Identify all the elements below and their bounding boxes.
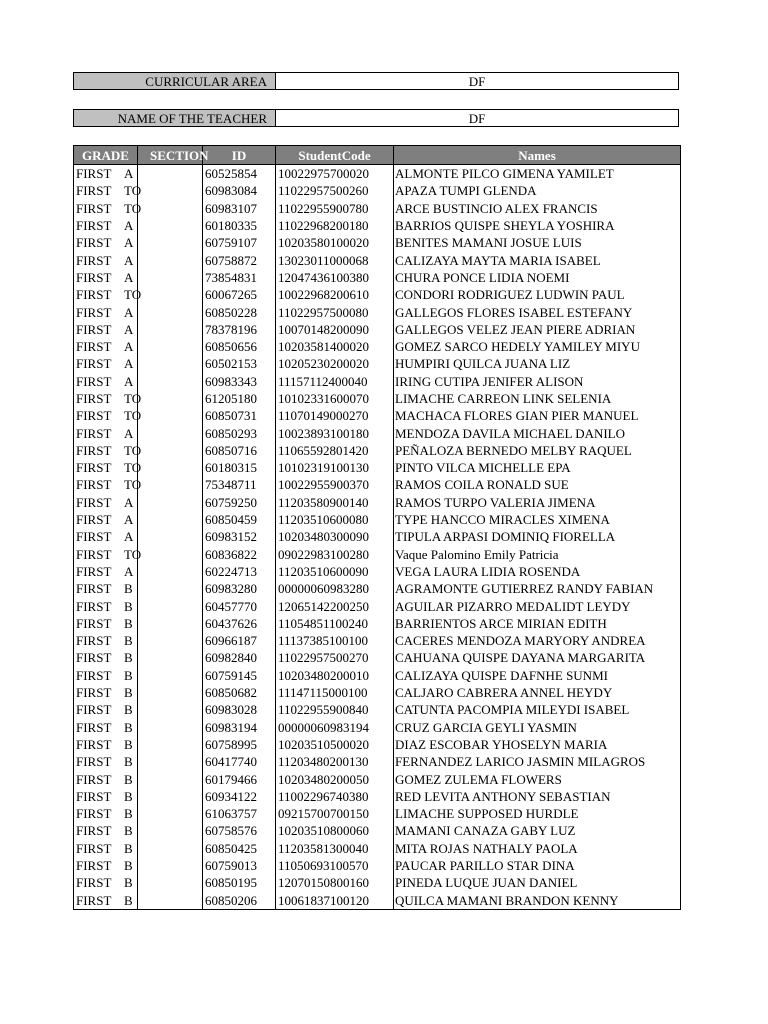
table-header-row xyxy=(74,146,681,165)
cell-section: TO xyxy=(138,459,203,476)
cell-student-code: 11054851100240 xyxy=(276,615,394,632)
cell-student-code: 11002296740380 xyxy=(276,788,394,805)
table-row xyxy=(74,355,681,372)
cell-section: B xyxy=(138,632,203,649)
cell-grade: FIRST xyxy=(74,286,138,303)
cell-grade: FIRST xyxy=(74,528,138,545)
table-row xyxy=(74,407,681,424)
cell-id: 60179466 xyxy=(203,770,276,787)
table-row xyxy=(74,874,681,891)
cell-id: 60934122 xyxy=(203,788,276,805)
cell-student-code: 10203480200010 xyxy=(276,667,394,684)
cell-name: MAMANI CANAZA GABY LUZ xyxy=(394,822,681,839)
cell-grade: FIRST xyxy=(74,182,138,199)
cell-grade: FIRST xyxy=(74,251,138,268)
cell-grade: FIRST xyxy=(74,494,138,511)
cell-section: A xyxy=(138,355,203,372)
table-row xyxy=(74,597,681,614)
cell-id: 60850293 xyxy=(203,424,276,441)
cell-student-code: 11203480200130 xyxy=(276,753,394,770)
curricular-area-value: DF xyxy=(468,74,486,89)
cell-student-code: 11022955900840 xyxy=(276,701,394,718)
cell-student-code: 11065592801420 xyxy=(276,442,394,459)
cell-id: 60759013 xyxy=(203,857,276,874)
cell-name: FERNANDEZ LARICO JASMIN MILAGROS xyxy=(394,753,681,770)
cell-grade: FIRST xyxy=(74,632,138,649)
cell-student-code: 10203480300090 xyxy=(276,528,394,545)
cell-section: B xyxy=(138,891,203,909)
cell-student-code: 10205230200020 xyxy=(276,355,394,372)
cell-name: CRUZ GARCIA GEYLI YASMIN xyxy=(394,719,681,736)
column-header-studentcode: StudentCode xyxy=(276,146,394,165)
cell-id: 60850206 xyxy=(203,891,276,909)
cell-section: B xyxy=(138,701,203,718)
cell-student-code: 10203510800060 xyxy=(276,822,394,839)
cell-student-code: 10102319100130 xyxy=(276,459,394,476)
cell-name: PEÑALOZA BERNEDO MELBY RAQUEL xyxy=(394,442,681,459)
cell-student-code: 11203510600090 xyxy=(276,563,394,580)
table-row xyxy=(74,165,681,183)
cell-section: B xyxy=(138,874,203,891)
cell-id: 60850716 xyxy=(203,442,276,459)
table-row xyxy=(74,528,681,545)
cell-student-code: 11070149000270 xyxy=(276,407,394,424)
cell-section: TO xyxy=(138,442,203,459)
cell-name: DIAZ ESCOBAR YHOSELYN MARIA xyxy=(394,736,681,753)
cell-grade: FIRST xyxy=(74,269,138,286)
cell-name: VEGA LAURA LIDIA ROSENDA xyxy=(394,563,681,580)
cell-student-code: 11022957500270 xyxy=(276,649,394,666)
cell-student-code: 12047436100380 xyxy=(276,269,394,286)
cell-name: CHURA PONCE LIDIA NOEMI xyxy=(394,269,681,286)
table-row xyxy=(74,822,681,839)
cell-grade: FIRST xyxy=(74,407,138,424)
table-row xyxy=(74,580,681,597)
cell-name: BARRIENTOS ARCE MIRIAN EDITH xyxy=(394,615,681,632)
cell-student-code: 00000060983194 xyxy=(276,719,394,736)
cell-grade: FIRST xyxy=(74,390,138,407)
table-row xyxy=(74,667,681,684)
cell-name: BARRIOS QUISPE SHEYLA YOSHIRA xyxy=(394,217,681,234)
cell-student-code: 00000060983280 xyxy=(276,580,394,597)
table-row xyxy=(74,338,681,355)
cell-student-code: 10102331600070 xyxy=(276,390,394,407)
cell-name: HUMPIRI QUILCA JUANA LIZ xyxy=(394,355,681,372)
cell-grade: FIRST xyxy=(74,770,138,787)
cell-student-code: 09022983100280 xyxy=(276,546,394,563)
cell-id: 60457770 xyxy=(203,597,276,614)
table-body xyxy=(74,165,681,910)
cell-name: QUILCA MAMANI BRANDON KENNY xyxy=(394,891,681,909)
cell-grade: FIRST xyxy=(74,857,138,874)
cell-section: A xyxy=(138,528,203,545)
cell-name: AGUILAR PIZARRO MEDALIDT LEYDY xyxy=(394,597,681,614)
cell-id: 60758995 xyxy=(203,736,276,753)
cell-grade: FIRST xyxy=(74,200,138,217)
cell-section: B xyxy=(138,753,203,770)
cell-grade: FIRST xyxy=(74,753,138,770)
cell-section: A xyxy=(138,234,203,251)
column-header-section: SECTION xyxy=(138,146,203,165)
cell-section: A xyxy=(138,251,203,268)
cell-id: 60759145 xyxy=(203,667,276,684)
cell-section: B xyxy=(138,805,203,822)
cell-section: B xyxy=(138,580,203,597)
cell-id: 60850682 xyxy=(203,684,276,701)
cell-student-code: 10023893100180 xyxy=(276,424,394,441)
cell-student-code: 11022955900780 xyxy=(276,200,394,217)
cell-name: GALLEGOS FLORES ISABEL ESTEFANY xyxy=(394,303,681,320)
table-row xyxy=(74,719,681,736)
table-row xyxy=(74,200,681,217)
cell-id: 60966187 xyxy=(203,632,276,649)
cell-section: TO xyxy=(138,390,203,407)
cell-id: 60437626 xyxy=(203,615,276,632)
table-row xyxy=(74,390,681,407)
cell-name: CALIZAYA QUISPE DAFNHE SUNMI xyxy=(394,667,681,684)
table-row xyxy=(74,736,681,753)
cell-id: 60983343 xyxy=(203,373,276,390)
table-row xyxy=(74,286,681,303)
table-row xyxy=(74,511,681,528)
cell-section: TO xyxy=(138,182,203,199)
cell-name: PINTO VILCA MICHELLE EPA xyxy=(394,459,681,476)
cell-section: B xyxy=(138,667,203,684)
cell-section: TO xyxy=(138,286,203,303)
cell-id: 61205180 xyxy=(203,390,276,407)
cell-student-code: 11022957500080 xyxy=(276,303,394,320)
cell-grade: FIRST xyxy=(74,321,138,338)
table-row xyxy=(74,805,681,822)
cell-name: TYPE HANCCO MIRACLES XIMENA xyxy=(394,511,681,528)
cell-grade: FIRST xyxy=(74,736,138,753)
cell-section: B xyxy=(138,597,203,614)
column-header-grade: GRADE xyxy=(74,146,138,165)
cell-grade: FIRST xyxy=(74,597,138,614)
cell-id: 60983028 xyxy=(203,701,276,718)
cell-student-code: 10203510500020 xyxy=(276,736,394,753)
table-row xyxy=(74,459,681,476)
cell-id: 60850228 xyxy=(203,303,276,320)
cell-student-code: 11157112400040 xyxy=(276,373,394,390)
column-header-id: ID xyxy=(203,146,276,165)
cell-grade: FIRST xyxy=(74,615,138,632)
cell-student-code: 10022975700020 xyxy=(276,165,394,183)
cell-student-code: 10203480200050 xyxy=(276,770,394,787)
teacher-row xyxy=(73,109,679,127)
cell-grade: FIRST xyxy=(74,788,138,805)
table-row xyxy=(74,217,681,234)
cell-section: A xyxy=(138,494,203,511)
cell-name: BENITES MAMANI JOSUE LUIS xyxy=(394,234,681,251)
cell-id: 60982840 xyxy=(203,649,276,666)
cell-grade: FIRST xyxy=(74,165,138,183)
cell-name: CAHUANA QUISPE DAYANA MARGARITA xyxy=(394,649,681,666)
teacher-label: NAME OF THE TEACHER xyxy=(74,110,276,126)
cell-id: 60759107 xyxy=(203,234,276,251)
table-row xyxy=(74,684,681,701)
cell-grade: FIRST xyxy=(74,373,138,390)
cell-section: B xyxy=(138,736,203,753)
cell-section: B xyxy=(138,684,203,701)
table-row xyxy=(74,424,681,441)
table-row xyxy=(74,857,681,874)
cell-id: 60850459 xyxy=(203,511,276,528)
cell-id: 60502153 xyxy=(203,355,276,372)
cell-grade: FIRST xyxy=(74,649,138,666)
table-row xyxy=(74,303,681,320)
cell-student-code: 11022957500260 xyxy=(276,182,394,199)
cell-section: B xyxy=(138,840,203,857)
cell-name: TIPULA ARPASI DOMINIQ FIORELLA xyxy=(394,528,681,545)
table-row xyxy=(74,615,681,632)
cell-id: 75348711 xyxy=(203,476,276,493)
cell-grade: FIRST xyxy=(74,667,138,684)
cell-name: MITA ROJAS NATHALY PAOLA xyxy=(394,840,681,857)
cell-id: 60983280 xyxy=(203,580,276,597)
curricular-area-label: CURRICULAR AREA xyxy=(74,73,276,89)
cell-id: 60983194 xyxy=(203,719,276,736)
cell-student-code: 10022955900370 xyxy=(276,476,394,493)
cell-name: IRING CUTIPA JENIFER ALISON xyxy=(394,373,681,390)
cell-student-code: 11147115000100 xyxy=(276,684,394,701)
curricular-area-row xyxy=(73,72,679,90)
cell-grade: FIRST xyxy=(74,719,138,736)
cell-section: B xyxy=(138,857,203,874)
cell-section: A xyxy=(138,511,203,528)
cell-section: TO xyxy=(138,546,203,563)
cell-id: 60224713 xyxy=(203,563,276,580)
cell-student-code: 11203581300040 xyxy=(276,840,394,857)
cell-grade: FIRST xyxy=(74,805,138,822)
cell-id: 60983152 xyxy=(203,528,276,545)
cell-id: 60758872 xyxy=(203,251,276,268)
table-row xyxy=(74,701,681,718)
cell-grade: FIRST xyxy=(74,546,138,563)
cell-section: A xyxy=(138,338,203,355)
cell-section: B xyxy=(138,615,203,632)
cell-name: RAMOS TURPO VALERIA JIMENA xyxy=(394,494,681,511)
table-row xyxy=(74,494,681,511)
cell-id: 61063757 xyxy=(203,805,276,822)
cell-section: B xyxy=(138,649,203,666)
cell-name: ALMONTE PILCO GIMENA YAMILET xyxy=(394,165,681,183)
cell-id: 60836822 xyxy=(203,546,276,563)
cell-grade: FIRST xyxy=(74,234,138,251)
table-row xyxy=(74,373,681,390)
cell-name: Vaque Palomino Emily Patricia xyxy=(394,546,681,563)
cell-name: RED LEVITA ANTHONY SEBASTIAN xyxy=(394,788,681,805)
cell-student-code: 10070148200090 xyxy=(276,321,394,338)
table-row xyxy=(74,632,681,649)
cell-student-code: 11137385100100 xyxy=(276,632,394,649)
cell-section: A xyxy=(138,563,203,580)
cell-name: LIMACHE CARREON LINK SELENIA xyxy=(394,390,681,407)
cell-section: B xyxy=(138,770,203,787)
cell-student-code: 11050693100570 xyxy=(276,857,394,874)
cell-id: 60067265 xyxy=(203,286,276,303)
table-row xyxy=(74,753,681,770)
cell-student-code: 12070150800160 xyxy=(276,874,394,891)
cell-name: CONDORI RODRIGUEZ LUDWIN PAUL xyxy=(394,286,681,303)
cell-section: B xyxy=(138,719,203,736)
cell-student-code: 10061837100120 xyxy=(276,891,394,909)
cell-id: 60758576 xyxy=(203,822,276,839)
cell-grade: FIRST xyxy=(74,217,138,234)
cell-student-code: 09215700700150 xyxy=(276,805,394,822)
cell-student-code: 10203581400020 xyxy=(276,338,394,355)
cell-section: A xyxy=(138,373,203,390)
table-row xyxy=(74,649,681,666)
table-row xyxy=(74,321,681,338)
table-row xyxy=(74,546,681,563)
cell-section: A xyxy=(138,217,203,234)
cell-section: B xyxy=(138,822,203,839)
cell-name: PAUCAR PARILLO STAR DINA xyxy=(394,857,681,874)
cell-name: GOMEZ ZULEMA FLOWERS xyxy=(394,770,681,787)
cell-section: A xyxy=(138,321,203,338)
table-row xyxy=(74,563,681,580)
cell-name: PINEDA LUQUE JUAN DANIEL xyxy=(394,874,681,891)
cell-id: 78378196 xyxy=(203,321,276,338)
cell-grade: FIRST xyxy=(74,476,138,493)
table-row xyxy=(74,476,681,493)
cell-grade: FIRST xyxy=(74,563,138,580)
cell-id: 60180335 xyxy=(203,217,276,234)
cell-id: 60983084 xyxy=(203,182,276,199)
cell-grade: FIRST xyxy=(74,874,138,891)
cell-id: 60983107 xyxy=(203,200,276,217)
cell-name: LIMACHE SUPPOSED HURDLE xyxy=(394,805,681,822)
cell-name: MENDOZA DAVILA MICHAEL DANILO xyxy=(394,424,681,441)
cell-grade: FIRST xyxy=(74,355,138,372)
table-row xyxy=(74,251,681,268)
cell-student-code: 12065142200250 xyxy=(276,597,394,614)
cell-section: B xyxy=(138,788,203,805)
cell-id: 60525854 xyxy=(203,165,276,183)
cell-grade: FIRST xyxy=(74,840,138,857)
cell-student-code: 10022968200610 xyxy=(276,286,394,303)
cell-name: ARCE BUSTINCIO ALEX FRANCIS xyxy=(394,200,681,217)
cell-name: GOMEZ SARCO HEDELY YAMILEY MIYU xyxy=(394,338,681,355)
teacher-value: DF xyxy=(468,111,486,126)
cell-student-code: 10203580100020 xyxy=(276,234,394,251)
cell-id: 60759250 xyxy=(203,494,276,511)
cell-grade: FIRST xyxy=(74,459,138,476)
cell-grade: FIRST xyxy=(74,891,138,909)
cell-id: 60180315 xyxy=(203,459,276,476)
cell-name: RAMOS COILA RONALD SUE xyxy=(394,476,681,493)
cell-grade: FIRST xyxy=(74,442,138,459)
cell-name: CATUNTA PACOMPIA MILEYDI ISABEL xyxy=(394,701,681,718)
student-table xyxy=(73,145,681,910)
cell-student-code: 11203510600080 xyxy=(276,511,394,528)
cell-student-code: 11203580900140 xyxy=(276,494,394,511)
cell-section: A xyxy=(138,165,203,183)
cell-name: APAZA TUMPI GLENDA xyxy=(394,182,681,199)
cell-grade: FIRST xyxy=(74,338,138,355)
cell-name: GALLEGOS VELEZ JEAN PIERE ADRIAN xyxy=(394,321,681,338)
cell-grade: FIRST xyxy=(74,511,138,528)
cell-name: AGRAMONTE GUTIERREZ RANDY FABIAN xyxy=(394,580,681,597)
cell-section: TO xyxy=(138,476,203,493)
cell-grade: FIRST xyxy=(74,303,138,320)
cell-section: A xyxy=(138,303,203,320)
cell-id: 60850656 xyxy=(203,338,276,355)
cell-grade: FIRST xyxy=(74,424,138,441)
cell-id: 60850195 xyxy=(203,874,276,891)
table-row xyxy=(74,840,681,857)
cell-name: CALIZAYA MAYTA MARIA ISABEL xyxy=(394,251,681,268)
cell-grade: FIRST xyxy=(74,684,138,701)
table-row xyxy=(74,269,681,286)
cell-grade: FIRST xyxy=(74,701,138,718)
cell-student-code: 11022968200180 xyxy=(276,217,394,234)
table-row xyxy=(74,788,681,805)
cell-name: MACHACA FLORES GIAN PIER MANUEL xyxy=(394,407,681,424)
table-row xyxy=(74,234,681,251)
cell-name: CACERES MENDOZA MARYORY ANDREA xyxy=(394,632,681,649)
cell-grade: FIRST xyxy=(74,822,138,839)
table-row xyxy=(74,182,681,199)
cell-grade: FIRST xyxy=(74,580,138,597)
cell-section: TO xyxy=(138,407,203,424)
cell-name: CALJARO CABRERA ANNEL HEYDY xyxy=(394,684,681,701)
cell-section: A xyxy=(138,424,203,441)
cell-id: 73854831 xyxy=(203,269,276,286)
cell-student-code: 13023011000068 xyxy=(276,251,394,268)
cell-section: TO xyxy=(138,200,203,217)
cell-id: 60850425 xyxy=(203,840,276,857)
column-header-names: Names xyxy=(394,146,681,165)
table-row xyxy=(74,770,681,787)
cell-id: 60850731 xyxy=(203,407,276,424)
cell-id: 60417740 xyxy=(203,753,276,770)
cell-section: A xyxy=(138,269,203,286)
table-row xyxy=(74,442,681,459)
table-row xyxy=(74,891,681,909)
